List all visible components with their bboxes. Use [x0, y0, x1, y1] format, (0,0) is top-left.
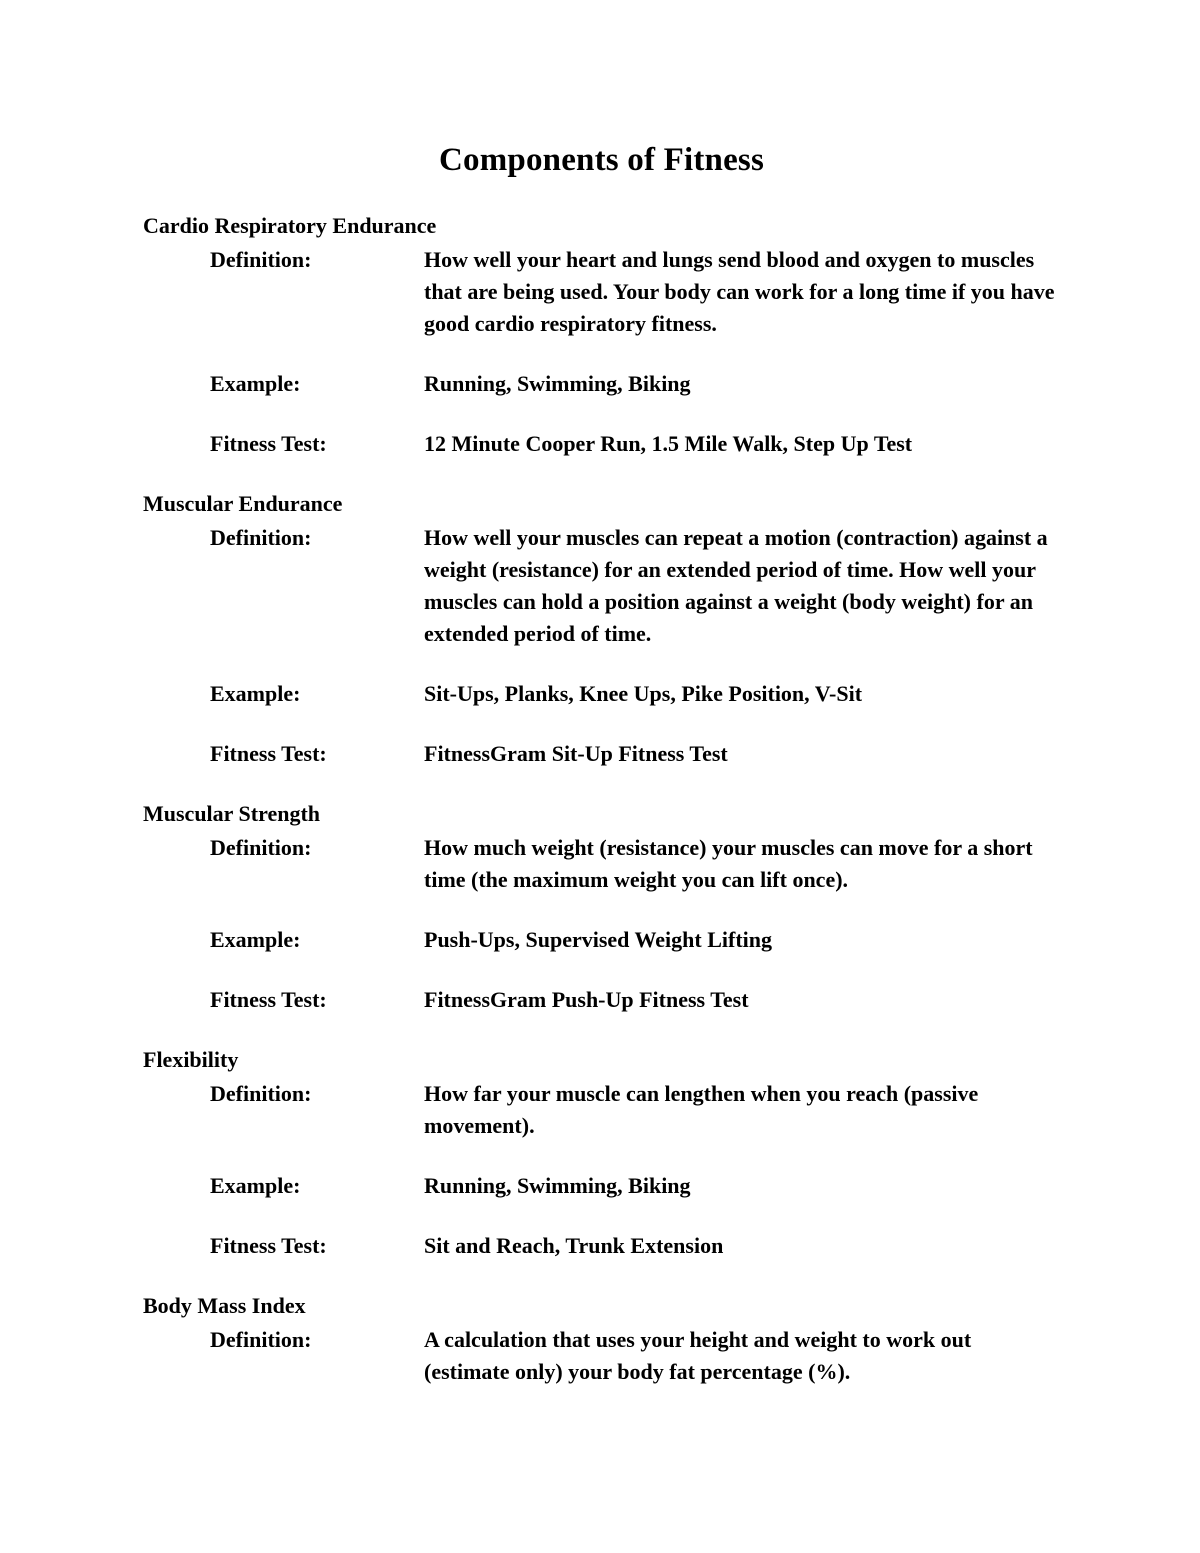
- section-flexibility: [143, 1044, 1060, 1262]
- definition-value: How well your heart and lungs send blood and oxygen to muscles that are being used. Your body can work for a long time if you have good cardio respiratory fitness.: [424, 247, 1055, 336]
- example-value: Running, Swimming, Biking: [424, 1173, 691, 1198]
- definition-row: [143, 832, 1060, 896]
- fitness-test-value: FitnessGram Push-Up Fitness Test: [424, 987, 749, 1012]
- definition-value: How far your muscle can lengthen when you reach (passive movement).: [424, 1081, 979, 1138]
- fitness-test-row: [143, 738, 1060, 770]
- fitness-test-value: Sit and Reach, Trunk Extension: [424, 1233, 724, 1258]
- definition-label: Definition:: [210, 525, 312, 550]
- fitness-test-value: 12 Minute Cooper Run, 1.5 Mile Walk, Step Up Test: [424, 431, 913, 456]
- definition-label: Definition:: [210, 1081, 312, 1106]
- section-muscular-endurance: [143, 488, 1060, 770]
- fitness-test-row: [143, 428, 1060, 460]
- page-title: Components of Fitness: [438, 142, 765, 178]
- definition-row: [143, 1324, 1060, 1388]
- example-value: Sit-Ups, Planks, Knee Ups, Pike Position, V-Sit: [424, 681, 863, 706]
- section-body-mass-index: [143, 1290, 1060, 1388]
- example-row: [143, 1170, 1060, 1202]
- fitness-test-value: FitnessGram Sit-Up Fitness Test: [424, 741, 728, 766]
- definition-label: Definition:: [210, 835, 312, 860]
- definition-row: [143, 522, 1060, 650]
- example-value: Running, Swimming, Biking: [424, 371, 691, 396]
- section-heading: Muscular Endurance: [143, 491, 343, 516]
- section-muscular-strength: [143, 798, 1060, 1016]
- example-row: [143, 678, 1060, 710]
- example-label: Example:: [210, 681, 301, 706]
- definition-value: How much weight (resistance) your muscles can move for a short time (the maximum weight you can lift once).: [424, 835, 1033, 892]
- example-label: Example:: [210, 927, 301, 952]
- definition-row: [143, 244, 1060, 340]
- definition-value: A calculation that uses your height and weight to work out (estimate only) your body fat percentage (%).: [424, 1327, 972, 1384]
- example-label: Example:: [210, 371, 301, 396]
- example-label: Example:: [210, 1173, 301, 1198]
- definition-label: Definition:: [210, 1327, 312, 1352]
- section-heading: Flexibility: [143, 1047, 239, 1072]
- fitness-test-label: Fitness Test:: [210, 987, 327, 1012]
- definition-value: How well your muscles can repeat a motion (contraction) against a weight (resistance) for an extended period of time. How well your muscles can hold a position against a weight (body weight) for an extended period of time.: [424, 525, 1048, 646]
- fitness-test-label: Fitness Test:: [210, 1233, 327, 1258]
- example-row: [143, 368, 1060, 400]
- fitness-test-label: Fitness Test:: [210, 431, 327, 456]
- fitness-test-row: [143, 984, 1060, 1016]
- fitness-test-row: [143, 1230, 1060, 1262]
- example-value: Push-Ups, Supervised Weight Lifting: [424, 927, 773, 952]
- example-row: [143, 924, 1060, 956]
- definition-row: [143, 1078, 1060, 1142]
- fitness-test-label: Fitness Test:: [210, 741, 327, 766]
- section-heading: Body Mass Index: [143, 1293, 306, 1318]
- section-heading: Muscular Strength: [143, 801, 321, 826]
- section-heading: Cardio Respiratory Endurance: [143, 213, 437, 238]
- definition-label: Definition:: [210, 247, 312, 272]
- section-cardio-respiratory-endurance: [143, 210, 1060, 460]
